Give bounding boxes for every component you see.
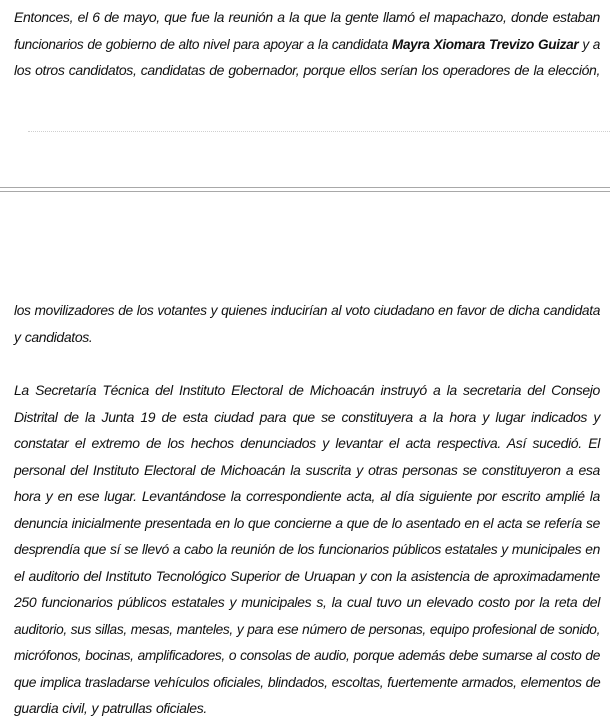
text-line: denuncia inicialmente presentada en lo que concierne a que de lo asentado en el acta se refería se bbox=[14, 514, 600, 531]
paragraph-continued bbox=[14, 297, 600, 350]
text-line: micrófonos, bocinas, amplificadores, o consolas de audio, porque además debe sumarse al costo de bbox=[14, 647, 601, 663]
text-line: constatar el extremo de los hechos denunciados y levantar el acta respectiva. Así sucedió. El bbox=[14, 435, 600, 451]
text-line: y candidatos. bbox=[14, 328, 93, 345]
text-line: Entonces, el 6 de mayo, que fue la reunión a la que la gente llamó el mapachazo, donde estaban bbox=[14, 9, 600, 25]
text-line: que implica trasladarse vehículos oficiales, blindados, escoltas, fuertemente armados, elementos de bbox=[14, 673, 601, 690]
text-line: auditorio, sus sillas, mesas, manteles, y para ese número de personas, equipo profesional de sonido, bbox=[14, 620, 601, 637]
page-break-divider bbox=[0, 187, 610, 192]
text-run: y a bbox=[578, 35, 600, 52]
paragraph-top bbox=[14, 4, 600, 84]
text-line: 250 funcionarios públicos estatales y municipales s, la cual tuvo un elevado costo por la reta del bbox=[14, 594, 600, 610]
text-line: hora y en ese lugar. Levantándose la correspondiente acta, al día siguiente por escrito amplié la bbox=[14, 488, 600, 504]
text-line: desprendía que sí se llevó a cabo la reunión de los funcionarios públicos estatales y municipales en bbox=[14, 541, 600, 557]
text-line: los movilizadores de los votantes y quienes inducirían al voto ciudadano en favor de dicha candidata bbox=[14, 302, 600, 318]
paragraph-main bbox=[14, 377, 600, 722]
text-line: los otros candidatos, candidatas de gobernador, porque ellos serían los operadores de la elección, bbox=[14, 62, 600, 78]
text-line: Distrital de la Junta 19 de esta ciudad para que se constituyera a la hora y lugar indicados y bbox=[14, 408, 600, 425]
scan-artifact-line bbox=[28, 131, 610, 132]
text-line bbox=[14, 31, 600, 58]
text-line: guardia civil, y patrullas oficiales. bbox=[14, 700, 207, 716]
text-line: personal del Instituto Electoral de Michoacán la suscrita y otras personas se constituyeron a esa bbox=[14, 461, 600, 478]
text-line: La Secretaría Técnica del Instituto Electoral de Michoacán instruyó a la secretaria del Consejo bbox=[14, 382, 600, 398]
candidate-name: Mayra Xiomara Trevizo Guizar bbox=[391, 35, 579, 52]
text-run: funcionarios de gobierno de alto nivel para apoyar a la candidata bbox=[14, 35, 392, 52]
text-line: el auditorio del Instituto Tecnológico Superior de Uruapan y con la asistencia de aproximadamente bbox=[14, 567, 600, 584]
